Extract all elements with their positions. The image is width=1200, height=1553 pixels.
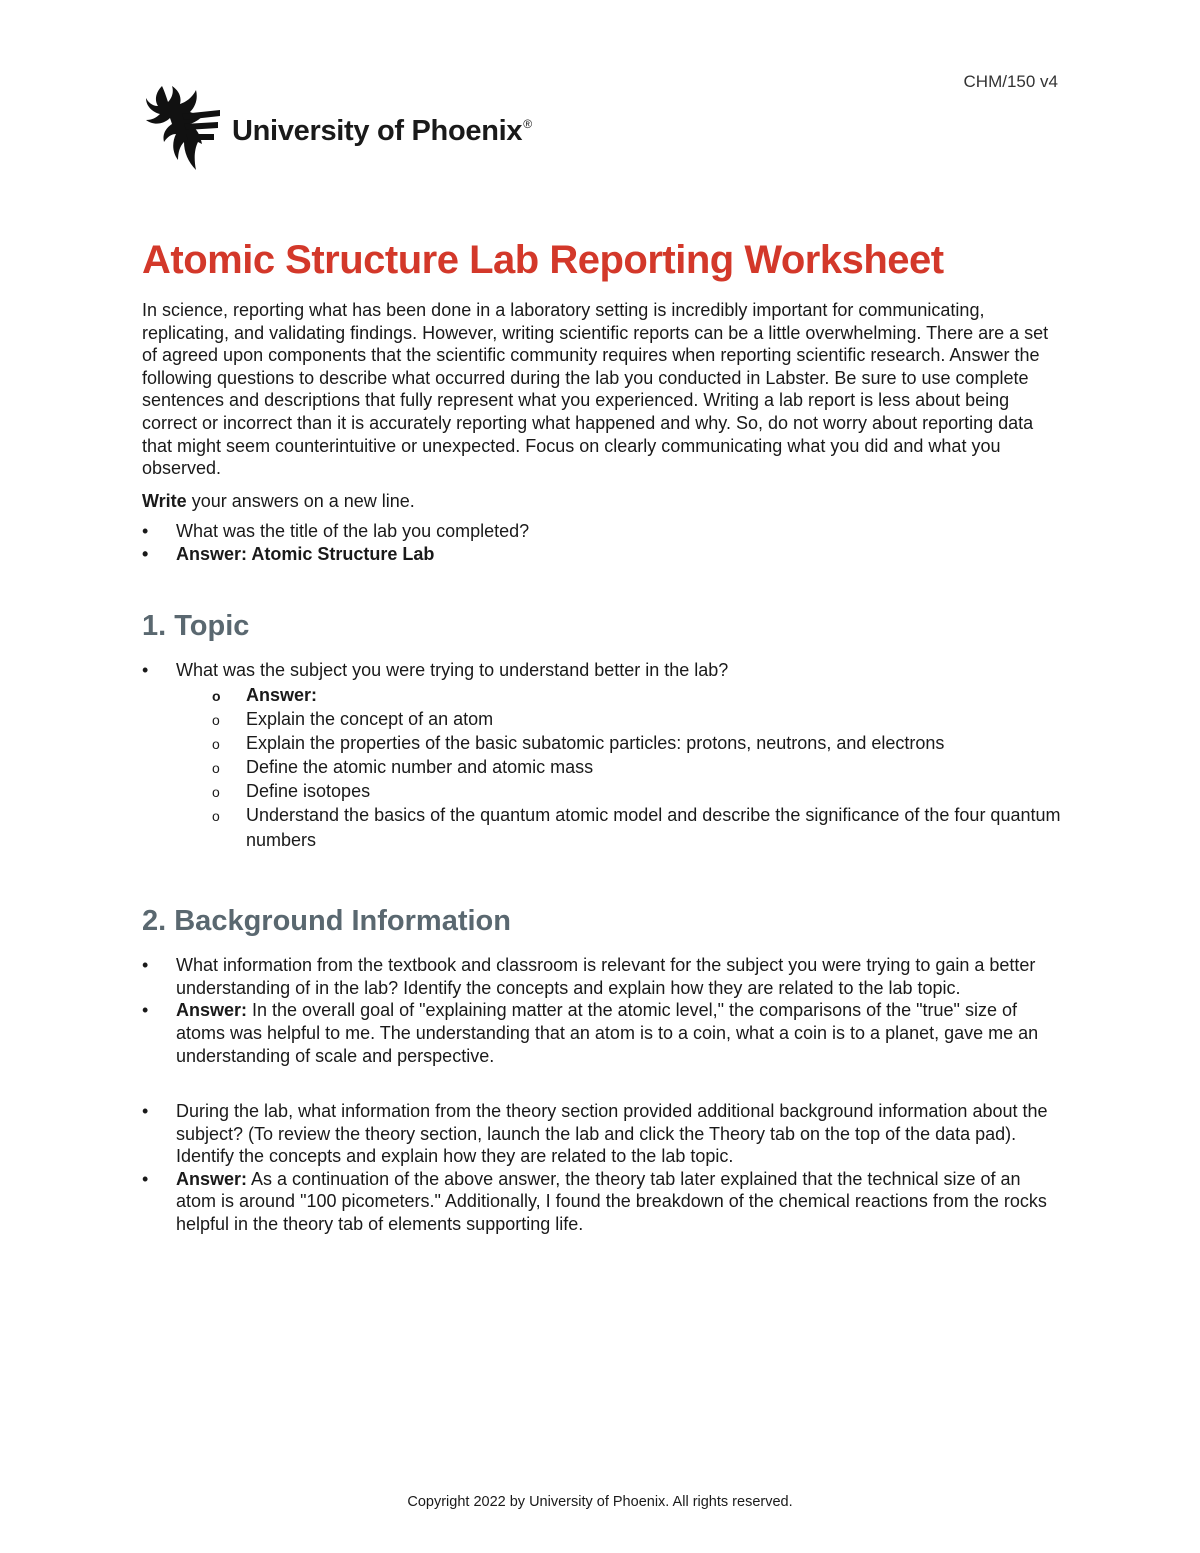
logo-wordmark: University of Phoenix®	[232, 114, 532, 147]
list-item: o Understand the basics of the quantum atomic model and describe the significance of the four quantum numbers	[212, 803, 1062, 853]
course-code: CHM/150 v4	[963, 72, 1058, 91]
instruction-line	[142, 490, 1062, 513]
document-title: Atomic Structure Lab Reporting Worksheet	[142, 238, 944, 282]
background-list-2	[142, 1100, 1062, 1236]
list-item: • What information from the textbook and classroom is relevant for the subject you were trying to gain a better understanding of in the lab? Identify the concepts and explain how they are related to the lab topic.	[142, 954, 1062, 999]
list-item	[142, 659, 1062, 854]
copyright-footer: Copyright 2022 by University of Phoenix. All rights reserved.	[407, 1494, 793, 1510]
section-heading-background: 2. Background Information	[142, 905, 511, 938]
document-body	[142, 238, 1062, 1236]
section-heading-topic: 1. Topic	[142, 609, 250, 642]
list-item: o Explain the properties of the basic subatomic particles: protons, neutrons, and electrons	[212, 731, 1062, 755]
list-item: o Explain the concept of an atom	[212, 707, 1062, 731]
intro-paragraph: In science, reporting what has been done in a laboratory setting is incredibly important for communicating, replicating, and validating findings. However, writing scientific reports can be a little overwhelming. There are a set of agreed upon components that the scientific community requires when reporting scientific research. Answer the following questions to describe what occurred during the lab you conducted in Labster. Be sure to use complete sentences and descriptions that fully represent what you experienced. Writing a lab report is less about being correct or incorrect than it is accurately reporting what happened and why. So, do not worry about reporting data that might seem counterintuitive or unexpected. Focus on clearly communicating what you did and what you observed.	[142, 300, 1049, 479]
list-item: o Define the atomic number and atomic mass	[212, 755, 1062, 779]
list-item: • During the lab, what information from the theory section provided additional background information about the subject? (To review the theory section, launch the lab and click the Theory tab on the top of the data pad). Identify the concepts and explain how they are related to the lab topic.	[142, 1100, 1062, 1168]
phoenix-icon	[142, 84, 222, 176]
instruction-bold: Write	[142, 490, 187, 511]
topic-answer-list	[176, 683, 1062, 853]
registered-mark: ®	[523, 116, 532, 131]
list-item: • Answer: Atomic Structure Lab	[142, 543, 1062, 566]
list-item: • Answer: As a continuation of the above answer, the theory tab later explained that the technical size of an atom is around "100 picometers." Additionally, I found the breakdown of the chemical reactions from the rocks helpful in the theory tab of elements supporting life.	[142, 1168, 1062, 1236]
list-item: • Answer: In the overall goal of "explaining matter at the atomic level," the comparisons of the "true" size of atoms was helpful to me. The understanding that an atom is to a coin, what a coin is to a planet, gave me an understanding of scale and perspective.	[142, 999, 1062, 1067]
lab-title-list	[142, 520, 1062, 565]
university-logo	[142, 84, 532, 176]
list-item: o Define isotopes	[212, 779, 1062, 803]
instruction-rest: your answers on a new line.	[186, 490, 415, 511]
background-list-1	[142, 954, 1062, 1067]
list-item: • What was the title of the lab you completed?	[142, 520, 1062, 543]
topic-question: What was the subject you were trying to understand better in the lab?	[176, 659, 729, 680]
list-item: o Answer:	[212, 683, 1062, 707]
topic-list	[142, 659, 1062, 854]
